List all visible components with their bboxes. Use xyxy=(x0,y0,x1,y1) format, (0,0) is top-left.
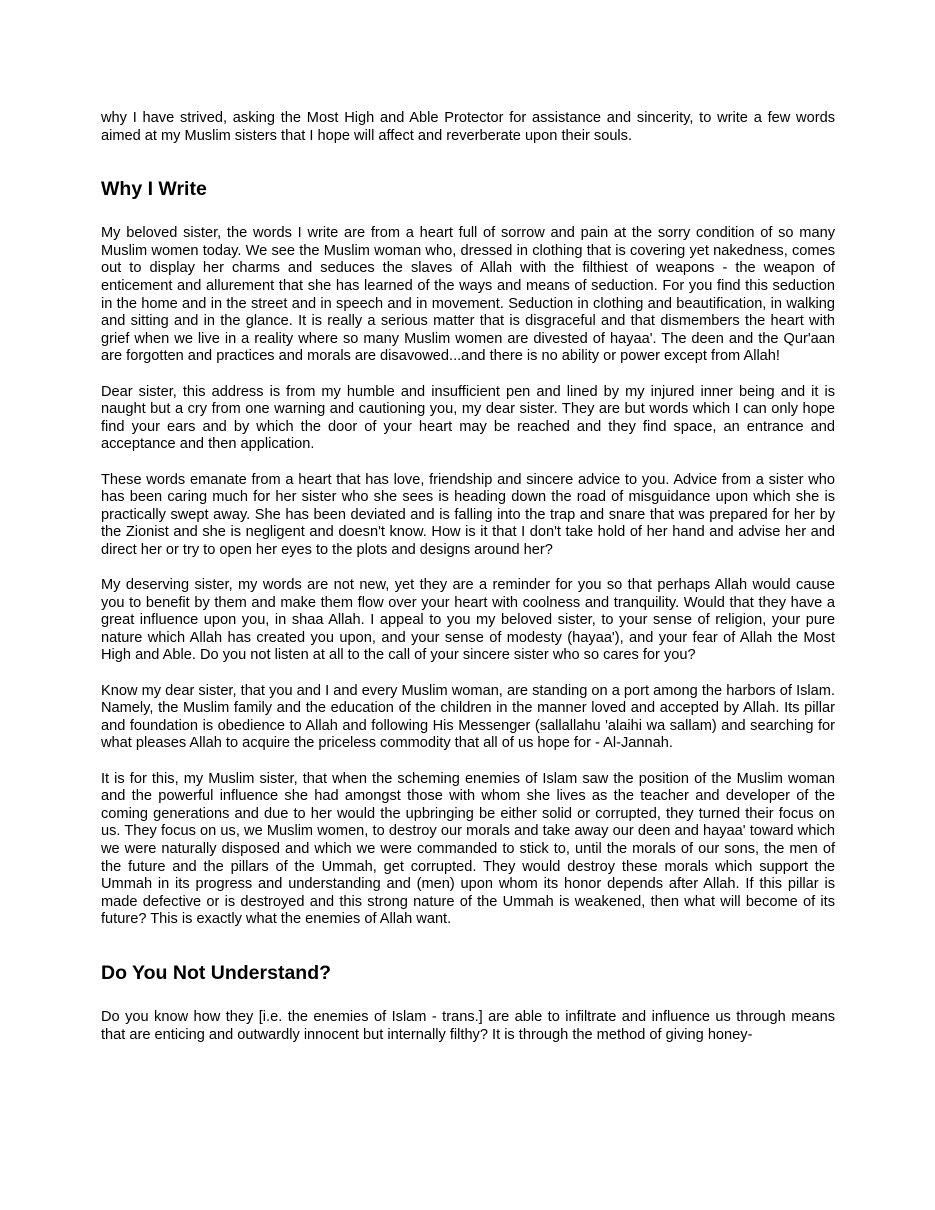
paragraph: These words emanate from a heart that has love, friendship and sincere advice to you. Advice from a sister who has been caring much for her sister who she sees is heading down the road of misguidance upon which she is practically swept away. She has been deviated and is falling into the trap and snare that was prepared for her by the Zionist and she is negligent and doesn't know. How is it that I don't take hold of her hand and advise her and direct her or try to open her eyes to the plots and designs around her? xyxy=(101,471,835,558)
intro-paragraph: why I have strived, asking the Most High and Able Protector for assistance and sincerity, to write a few words aimed at my Muslim sisters that I hope will affect and reverberate upon their souls. xyxy=(101,110,835,144)
section-heading-do-you-not-understand: Do You Not Understand? xyxy=(101,961,332,984)
document-page xyxy=(101,110,835,1044)
paragraph: Dear sister, this address is from my humble and insufficient pen and lined by my injured inner being and it is naught but a cry from one warning and cautioning you, my dear sister. They are but words which I can only hope find your ears and by which the door of your heart may be reached and they find space, an entrance and acceptance and then application. xyxy=(101,383,835,453)
paragraph: My deserving sister, my words are not new, yet they are a reminder for you so that perhaps Allah would cause you to benefit by them and make them flow over your heart with coolness and tranquility. Would that they have a great influence upon you, in shaa Allah. I appeal to you my beloved sister, to your sense of religion, your pure nature which Allah has created you upon, and your sense of modesty (hayaa'), and your fear of Allah the Most High and Able. Do you not listen at all to the call of your sincere sister who so cares for you? xyxy=(101,577,835,664)
paragraph: It is for this, my Muslim sister, that when the scheming enemies of Islam saw the position of the Muslim woman and the powerful influence she had amongst those with whom she lives as the teacher and developer of the coming generations and due to her would the upbringing be either solid or corrupted, they turned their focus on us. They focus on us, we Muslim women, to destroy our morals and take away our deen and hayaa' toward which we were naturally disposed and which we were commanded to stick to, until the morals of our sons, the men of the future and the pillars of the Ummah, get corrupted. They would destroy these morals which support the Ummah in its progress and understanding and (men) upon whom its honor depends after Allah. If this pillar is made defective or is destroyed and this strong nature of the Ummah is weakened, then what will become of its future? This is exactly what the enemies of Allah want. xyxy=(101,770,835,928)
paragraph: Do you know how they [i.e. the enemies of Islam - trans.] are able to infiltrate and influence us through means that are enticing and outwardly innocent but internally filthy? It is through the method of giving honey- xyxy=(101,1008,835,1043)
section-heading-why-i-write: Why I Write xyxy=(101,178,207,201)
paragraph: Know my dear sister, that you and I and every Muslim woman, are standing on a port among the harbors of Islam. Namely, the Muslim family and the education of the children in the manner loved and accepted by Allah. Its pillar and foundation is obedience to Allah and following His Messenger (sallallahu 'alaihi wa sallam) and searching for what pleases Allah to acquire the priceless commodity that all of us hope for - Al-Jannah. xyxy=(101,682,835,752)
paragraph: My beloved sister, the words I write are from a heart full of sorrow and pain at the sorry condition of so many Muslim women today. We see the Muslim woman who, dressed in clothing that is covering yet nakedness, comes out to display her charms and seduces the slaves of Allah with the filthiest of weapons - the weapon of enticement and allurement that she has learned of the ways and means of seduction. For you find this seduction in the home and in the street and in speech and in movement. Seduction in clothing and beautification, in walking and sitting and in the glance. It is really a serious matter that is disgraceful and that dismembers the heart with grief when we live in a reality where so many Muslim women are divested of hayaa'. The deen and the Qur'aan are forgotten and practices and morals are disavowed...and there is no ability or power except from Allah! xyxy=(101,225,835,365)
